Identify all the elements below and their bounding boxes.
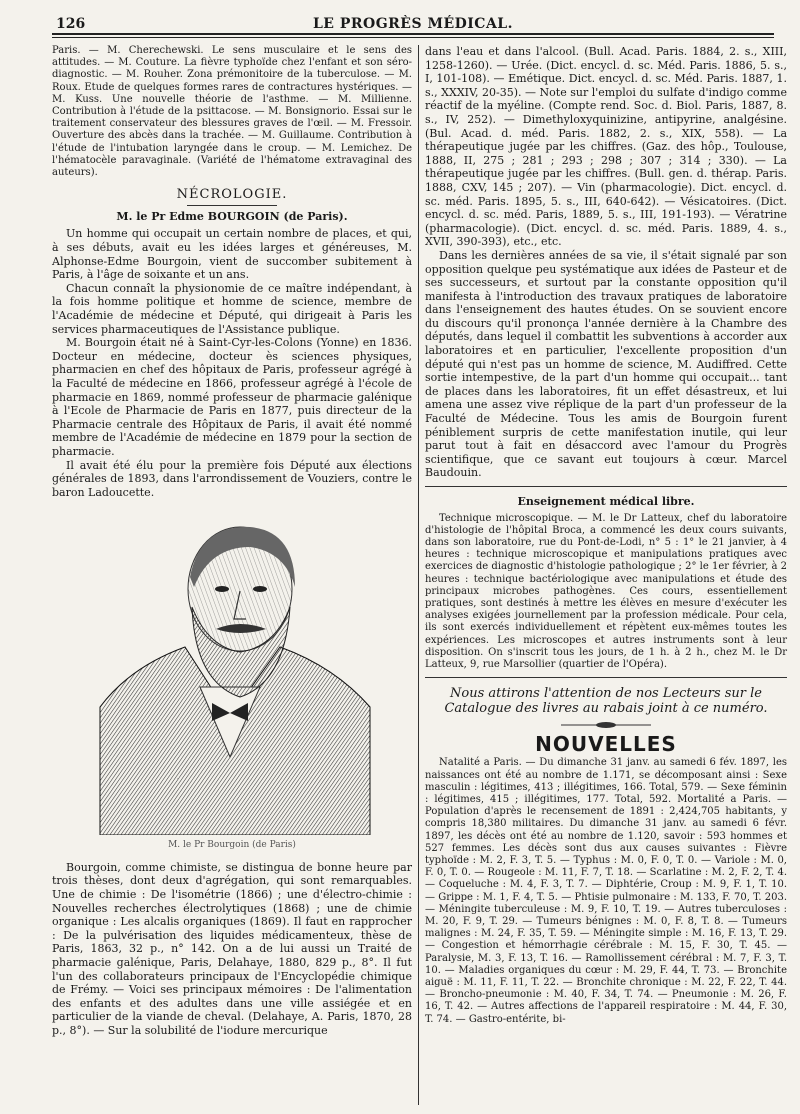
- portrait-engraving: [90, 507, 376, 835]
- column-divider: [418, 45, 419, 1105]
- obituary-title: M. le Pr Edme BOURGOIN (de Paris).: [116, 209, 348, 223]
- thesis-list: Paris. — M. Cherechewski. Le sens musculaire et le sens des attitudes. — M. Couture. La fièvre typhoïde chez l'enfant et son séro-diagnostic. — M. Rouher. Zona prémonitoire de la tuberculose. — M. Roux. Etude de quelques formes rares de contractures hystériques. — M. Kuss. Une nouvelle théorie de l'asthme. — M. Millienne. Contribution à l'étude de la psittacose. — M. Bonsignorio. Essai sur le traitement conservateur des blessures graves de l'œil. — M. Fressoir. Ouverture des abcès dans la trachée. — M. Guillaume. Contribution à l'étude de l'intubation laryngée dans le croup. — M. Lemichez. De l'hématocèle paravaginale. (Variété de l'hématome extravaginal des auteurs).: [52, 45, 412, 179]
- enseignement-text: Technique microscopique. — M. le Dr Latteux, chef du laboratoire d'histologie de l'hôpital Broca, a commencé les deux cours suivants, dans son laboratoire, rue du Pont-de-Lodi, n° 5 : 1° le 21 janvier, à 4 heures : technique microscopique et manipulations pratiques avec exercices de diagnostic d'histologie pathologique ; 2° le 1er février, à 2 heures : technique bactériologique avec manipulations et étude des principaux microbes pathogènes. Ces cours, essentiellement pratiques, sont destinés à mettre les élèves en mesure d'exécuter les analyses exigées journellement par la profession médicale. Pour cela, ils sont exercés individuellement et répètent eux-mêmes toutes les expériences. Les microscopes et autres instruments sont à leur disposition. On s'inscrit tous les jours, de 1 h. à 2 h., chez M. le Dr Latteux, 9, rue Marsollier (quartier de l'Opéra).: [425, 512, 787, 671]
- header-rule-thin: [52, 37, 774, 38]
- nouvelles-title: NOUVELLES: [535, 731, 677, 756]
- obit-paragraph-4: Il avait été élu pour la première fois Député aux élections générales de 1893, dans l'arrondissement de Vouziers, contre le baron Ladoucette.: [52, 458, 412, 499]
- page-number: 126: [56, 16, 86, 32]
- section-separator: [425, 486, 787, 487]
- nouvelles-text: Natalité a Paris. — Du dimanche 31 janv. au samedi 6 fév. 1897, les naissances ont été au nombre de 1.171, se décomposant ainsi : Sexe masculin : légitimes, 413 ; illégitimes, 166. Total, 579. — Sexe féminin : légitimes, 415 ; illégitimes, 177. Total, 592. Mortalité a Paris. — Population d'après le recensement de 1891 : 2,424,705 habitants, y compris 18,380 militaires. Du dimanche 31 janv. au samedi 6 févr. 1897, les décès ont été au nombre de 1.120, savoir : 593 hommes et 527 femmes. Les décès sont dus aux causes suivantes : Fièvre typhoïde : M. 2, F. 3, T. 5. — Typhus : M. 0, F. 0, T. 0. — Variole : M. 0, F. 0, T. 0. — Rougeole : M. 11, F. 7, T. 18. — Scarlatine : M. 2, F. 2, T. 4. — Coqueluche : M. 4, F. 3, T. 7. — Diphtérie, Croup : M. 9, F. 1, T. 10. — Grippe : M. 1, F. 4, T. 5. — Phtisie pulmonaire : M. 133, F. 70, T. 203. — Méningite tuberculeuse : M. 9, F. 10, T. 19. — Autres tuberculoses : M. 20, F. 9, T. 29. — Tumeurs bénignes : M. 0, F. 8, T. 8. — Tumeurs malignes : M. 24, F. 35, T. 59. — Méningite simple : M. 16, F. 13, T. 29. — Congestion et hémorrhagie cérébrale : M. 15, F. 30, T. 45. — Paralysie, M. 3, F. 13, T. 16. — Ramollissement cérébral : M. 7, F. 3, T. 10. — Maladies organiques du cœur : M. 29, F. 44, T. 73. — Bronchite aiguë : M. 11, F. 11, T. 22. — Bronchite chronique : M. 22, F. 22, T. 44. — Broncho-pneumonie : M. 40, F. 34, T. 74. — Pneumonie : M. 26, F. 16, T. 42. — Autres affections de l'appareil respiratoire : M. 44, F. 30, T. 74. — Gastro-entérite, bi-: [425, 757, 787, 1025]
- obit-paragraph-3: M. Bourgoin était né à Saint-Cyr-les-Colons (Yonne) en 1836. Docteur en médecine, docteur ès sciences physiques, pharmacien en chef des hôpitaux de Paris, professeur agrégé à la Faculté de médecine en 1866, professeur agrégé à l'école de pharmacie en 1869, nommé professeur de pharmacie galénique à l'Ecole de Pharmacie de Paris en 1877, puis directeur de la Pharmacie centrale des Hôpitaux de Paris, il avait été nommé membre de l'Académie de médecine en 1879 pour la section de pharmacie.: [52, 336, 412, 458]
- section-rule: [187, 205, 277, 206]
- portrait-illustration: [90, 507, 376, 835]
- obit-paragraph-2: Chacun connaît la physionomie de ce maître indépendant, à la fois homme politique et homme de science, membre de l'Académie de médecine et Député, qui dirigeait à Paris les services pharmaceutiques de l'Assistance publique.: [52, 281, 412, 336]
- section-title-necrologie: NÉCROLOGIE.: [176, 187, 288, 203]
- enseignement-title: Enseignement médical libre.: [517, 495, 695, 508]
- header-rule: [52, 33, 774, 35]
- section-separator-2: [425, 677, 787, 678]
- memoirs-list: dans l'eau et dans l'alcool. (Bull. Acad. Paris. 1884, 2. s., XIII, 1258-1260). — Urée. (Dict. encycl. d. sc. Méd. Paris. 1886, 5. s., I, 101-108). — Emétique. Dict. encycl. d. sc. Méd. Paris. 1887, 1. s., XXXIV, 20-35). — Note sur l'emploi du sulfate d'indigo comme réactif de la myéline. (Compte rend. Soc. d. Biol. Paris, 1887, 8. s., IV, 252). — Dimethyloxyquinizine, antipyrine, analgésine. (Bul. Acad. d. méd. Paris. 1882, 2. s., XIX, 558). — La thérapeutique jugée par les chiffres. (Gaz. des hôp., Toulouse, 1888, II, 275 ; 281 ; 293 ; 298 ; 307 ; 314 ; 330). — La thérapeutique jugée par les chiffres. (Bull. gen. d. thérap. Paris. 1888, CXV, 145 ; 207). — Vin (pharmacologie). Dict. encycl. d. sc. méd. Paris. 1895, 5. s., III, 640-642). — Vésicatoires. (Dict. encycl. d. sc. méd. Paris, 1889, 5. s., III, 191-193). — Vératrine (pharmacologie). (Dict. encycl. d. sc. méd. Paris. 1889, 4. s., XVII, 390-393), etc., etc.: [425, 45, 787, 249]
- page-header: [52, 13, 774, 33]
- journal-title: LE PROGRÈS MÉDICAL.: [312, 16, 514, 32]
- ornament-icon: [561, 721, 651, 729]
- right-column: [425, 45, 787, 1026]
- left-column: [52, 45, 412, 1038]
- obit-final-paragraph: Dans les dernières années de sa vie, il s'était signalé par son opposition quelque peu systématique aux idées de Pasteur et de ses successeurs, et surtout par la constante opposition qu'il manifesta à l'introduction des travaux pratiques de laboratoire dans l'enseignement des hautes études. On se souvient encore du discours qu'il prononça l'année dernière à la Chambre des députés, dans lequel il combattit les subventions à accorder aux laboratoires et en particulier, l'excellente proposition d'un député qui n'est pas un homme de science, M. Audiffred. Cette sortie intempestive, de la part d'un homme qui occupait... tant de places dans les laboratoires, fit un effet désastreux, et lui amena une assez vive réplique de la part d'un professeur de la Faculté de Médecine. Tous les amis de Bourgoin furent péniblement surpris de cette manifestation inutile, qui leur parut tout à fait en désaccord avec l'amour du Progrès scientifique, que ce savant eut toujours à cœur. Marcel Baudouin.: [425, 248, 787, 480]
- portrait-caption: M. le Pr Bourgoin (de Paris): [168, 840, 296, 851]
- obit-paragraph-1: Un homme qui occupait un certain nombre de places, et qui, à ses débuts, avait eu les idées larges et généreuses, M. Alphonse-Edme Bourgoin, vient de succomber subitement à Paris, à l'âge de soixante et un ans.: [52, 227, 412, 282]
- catalogue-notice: Nous attirons l'attention de nos Lecteurs sur le Catalogue des livres au rabais joint à ce numéro.: [444, 686, 768, 717]
- obit-after-portrait: Bourgoin, comme chimiste, se distingua de bonne heure par trois thèses, dont deux d'agrégation, qui sont remarquables. Une de chimie : De l'isométrie (1866) ; une d'électro-chimie : Nouvelles recherches électrolytiques (1868) ; une de chimie organique : Les alcalis organiques (1869). Il faut en rapprocher : De la pulvérisation des liquides médicamenteux, thèse de Paris, 1863, 32 p., n° 142. On a de lui aussi un Traité de pharmacie galénique, Paris, Delahaye, 1880, 829 p., 8°. Il fut l'un des collaborateurs principaux de l'Encyclopédie chimique de Frémy. — Voici ses principaux mémoires : De l'alimentation des enfants et des adultes dans une ville assiégée et en particulier de la viande de cheval. (Delahaye, A. Paris, 1870, 28 p., 8°). — Sur la solubilité de l'iodure mercurique: [52, 860, 412, 1038]
